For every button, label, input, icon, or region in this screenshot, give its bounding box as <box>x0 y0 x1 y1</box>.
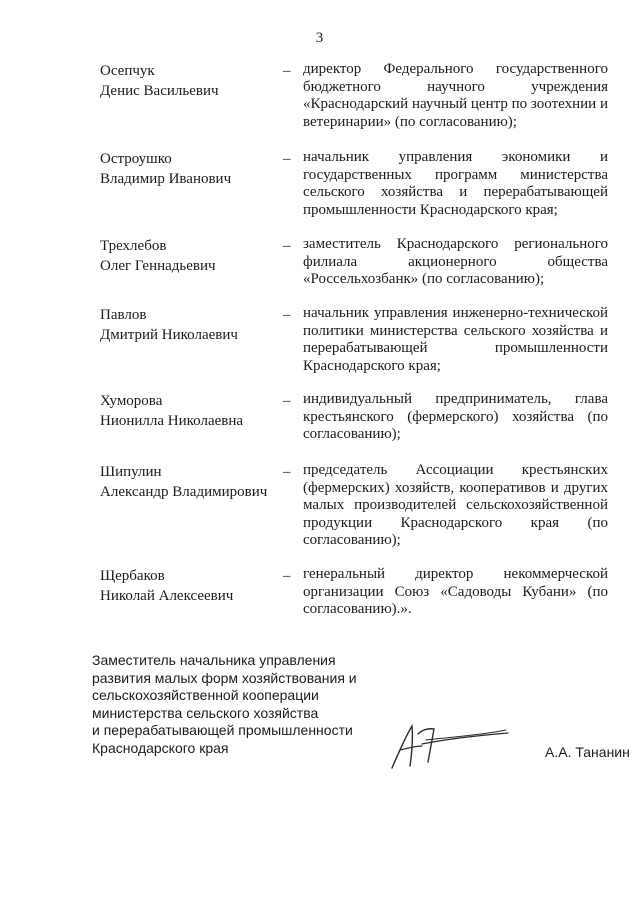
member-given-names: Денис Васильевич <box>100 83 219 99</box>
signatory-position-line: Заместитель начальника управления <box>92 652 336 668</box>
separator-dash: – <box>283 307 291 323</box>
member-surname: Осепчук <box>100 63 155 79</box>
handwritten-signature <box>382 716 512 776</box>
separator-dash: – <box>283 238 291 254</box>
member-name <box>100 566 270 606</box>
member-role: начальник управления экономики и государственных программ министерства сельского хозяйства и перерабатывающей промышленности Краснодарского края; <box>303 149 608 218</box>
member-surname: Щербаков <box>100 568 165 584</box>
signatory-position <box>92 652 362 757</box>
member-name <box>100 61 270 101</box>
member-role: начальник управления инженерно-технической политики министерства сельского хозяйства и перерабатывающей промышленности Краснодарского края; <box>303 305 608 374</box>
member-name <box>100 391 270 431</box>
member-role: председатель Ассоциации крестьянских (фермерских) хозяйств, кооперативов и других малых производителей сельскохозяйственной продукции Краснодарского края (по согласованию); <box>303 462 608 548</box>
signatory-position-line: и перерабатывающей промышленности <box>92 722 353 738</box>
signatory-position-line: развития малых форм хозяйствования и <box>92 669 357 686</box>
member-given-names: Олег Геннадьевич <box>100 258 216 274</box>
member-surname: Остроушко <box>100 151 172 167</box>
separator-dash: – <box>283 568 291 584</box>
member-given-names: Николай Алексеевич <box>100 588 234 604</box>
member-name <box>100 305 270 345</box>
member-given-names: Нионилла Николаевна <box>100 413 244 429</box>
member-given-names: Дмитрий Николаевич <box>100 327 238 343</box>
page-number: 3 <box>315 30 324 46</box>
member-surname: Шипулин <box>100 464 162 480</box>
separator-dash: – <box>283 393 291 409</box>
member-role: индивидуальный предприниматель, глава крестьянского (фермерского) хозяйства (по согласованию); <box>303 391 608 442</box>
member-role: заместитель Краснодарского регионального филиала акционерного общества «Россельхозбанк» (по согласованию); <box>303 236 608 287</box>
member-role: директор Федерального государственного бюджетного научного учреждения «Краснодарский научный центр по зоотехнии и ветеринарии» (по согласованию); <box>303 61 608 130</box>
member-name <box>100 462 270 502</box>
member-surname: Трехлебов <box>100 238 167 254</box>
separator-dash: – <box>283 63 291 79</box>
separator-dash: – <box>283 464 291 480</box>
member-given-names: Владимир Иванович <box>100 171 232 187</box>
signatory-name: А.А. Тананин <box>545 744 630 760</box>
signatory-position-line: Краснодарского края <box>92 739 229 756</box>
separator-dash: – <box>283 151 291 167</box>
member-surname: Хуморова <box>100 393 163 409</box>
member-name <box>100 149 270 189</box>
member-surname: Павлов <box>100 307 147 323</box>
member-role: генеральный директор некоммерческой организации Союз «Садоводы Кубани» (по согласованию).». <box>303 566 608 617</box>
signatory-position-line: сельскохозяйственной кооперации <box>92 687 319 703</box>
signatory-position-line: министерства сельского хозяйства <box>92 704 319 721</box>
member-name <box>100 236 270 276</box>
member-given-names: Александр Владимирович <box>100 484 268 500</box>
